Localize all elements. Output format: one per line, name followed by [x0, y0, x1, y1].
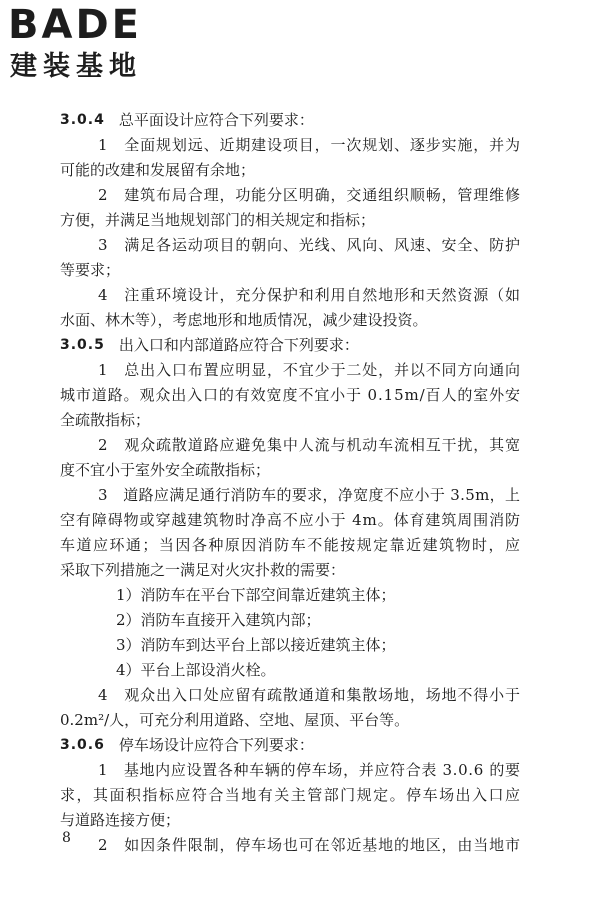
- text-line: 全疏散指标；: [60, 411, 151, 429]
- logo-subtitle: 建装基地: [10, 51, 142, 82]
- text-line: 4 注重环境设计，充分保护和利用自然地形和天然资源（如: [98, 286, 521, 304]
- text-line: 2 如因条件限制，停车场也可在邻近基地的地区，由当地市: [98, 836, 521, 854]
- text-line: 等要求；: [60, 261, 121, 279]
- text-line: 与道路连接方便；: [60, 811, 181, 829]
- text-line: 度不宜小于室外安全疏散指标；: [60, 461, 271, 479]
- section-number: 3.0.5: [60, 337, 105, 353]
- section-number: 3.0.4: [60, 112, 105, 128]
- text-line: 求，其面积指标应符合当地有关主管部门规定。停车场出入口应: [60, 786, 522, 804]
- section-title: 停车场设计应符合下列要求：: [118, 736, 314, 754]
- text-line: 2 建筑布局合理，功能分区明确，交通组织顺畅，管理维修: [98, 186, 521, 204]
- text-line: 2 观众疏散道路应避免集中人流与机动车流相互干扰，其宽: [98, 436, 521, 454]
- page-number: 8: [62, 830, 71, 846]
- text-line: 车道应环通；当因各种原因消防车不能按规定靠近建筑物时，应: [60, 536, 522, 554]
- document-body: [60, 108, 520, 858]
- section-title: 总平面设计应符合下列要求：: [118, 111, 314, 129]
- text-line: 3 满足各运动项目的朝向、光线、风向、风速、安全、防护: [98, 236, 521, 254]
- text-line: 1 总出入口布置应明显，不宜少于二处，并以不同方向通向: [98, 361, 521, 379]
- brand-logo: [8, 4, 178, 84]
- text-line: 0.2m²/人，可充分利用道路、空地、屋顶、平台等。: [60, 711, 410, 729]
- text-line: 采取下列措施之一满足对火灾扑救的需要：: [60, 561, 346, 579]
- text-line: 3 道路应满足通行消防车的要求，净宽度不应小于 3.5m，上: [98, 486, 521, 504]
- section-title: 出入口和内部道路应符合下列要求：: [118, 336, 359, 354]
- section-heading-3-0-5: [60, 333, 520, 358]
- section-heading-3-0-6: [60, 733, 520, 758]
- text-line: 空有障碍物或穿越建筑物时净高不应小于 4m。体育建筑周围消防: [60, 511, 521, 529]
- text-line: 方便，并满足当地规划部门的相关规定和指标；: [60, 211, 376, 229]
- logo-wordmark: BADE: [8, 2, 142, 48]
- text-line: 城市道路。观众出入口的有效宽度不宜小于 0.15m/百人的室外安: [60, 386, 521, 404]
- text-line: 1 基地内应设置各种车辆的停车场，并应符合表 3.0.6 的要: [98, 761, 521, 779]
- list-item: 1）消防车在平台下部空间靠近建筑主体；: [116, 586, 396, 604]
- list-item: 4）平台上部设消火栓。: [116, 661, 276, 679]
- list-item: 3）消防车到达平台上部以接近建筑主体；: [116, 636, 396, 654]
- text-line: 4 观众出入口处应留有疏散通道和集散场地，场地不得小于: [98, 686, 521, 704]
- list-item: 2）消防车直接开入建筑内部；: [116, 611, 321, 629]
- section-number: 3.0.6: [60, 737, 105, 753]
- text-line: 1 全面规划远、近期建设项目，一次规划、逐步实施，并为: [98, 136, 521, 154]
- section-heading-3-0-4: [60, 108, 520, 133]
- text-line: 水面、林木等），考虑地形和地质情况，减少建设投资。: [60, 311, 428, 329]
- text-line: 可能的改建和发展留有余地；: [60, 161, 256, 179]
